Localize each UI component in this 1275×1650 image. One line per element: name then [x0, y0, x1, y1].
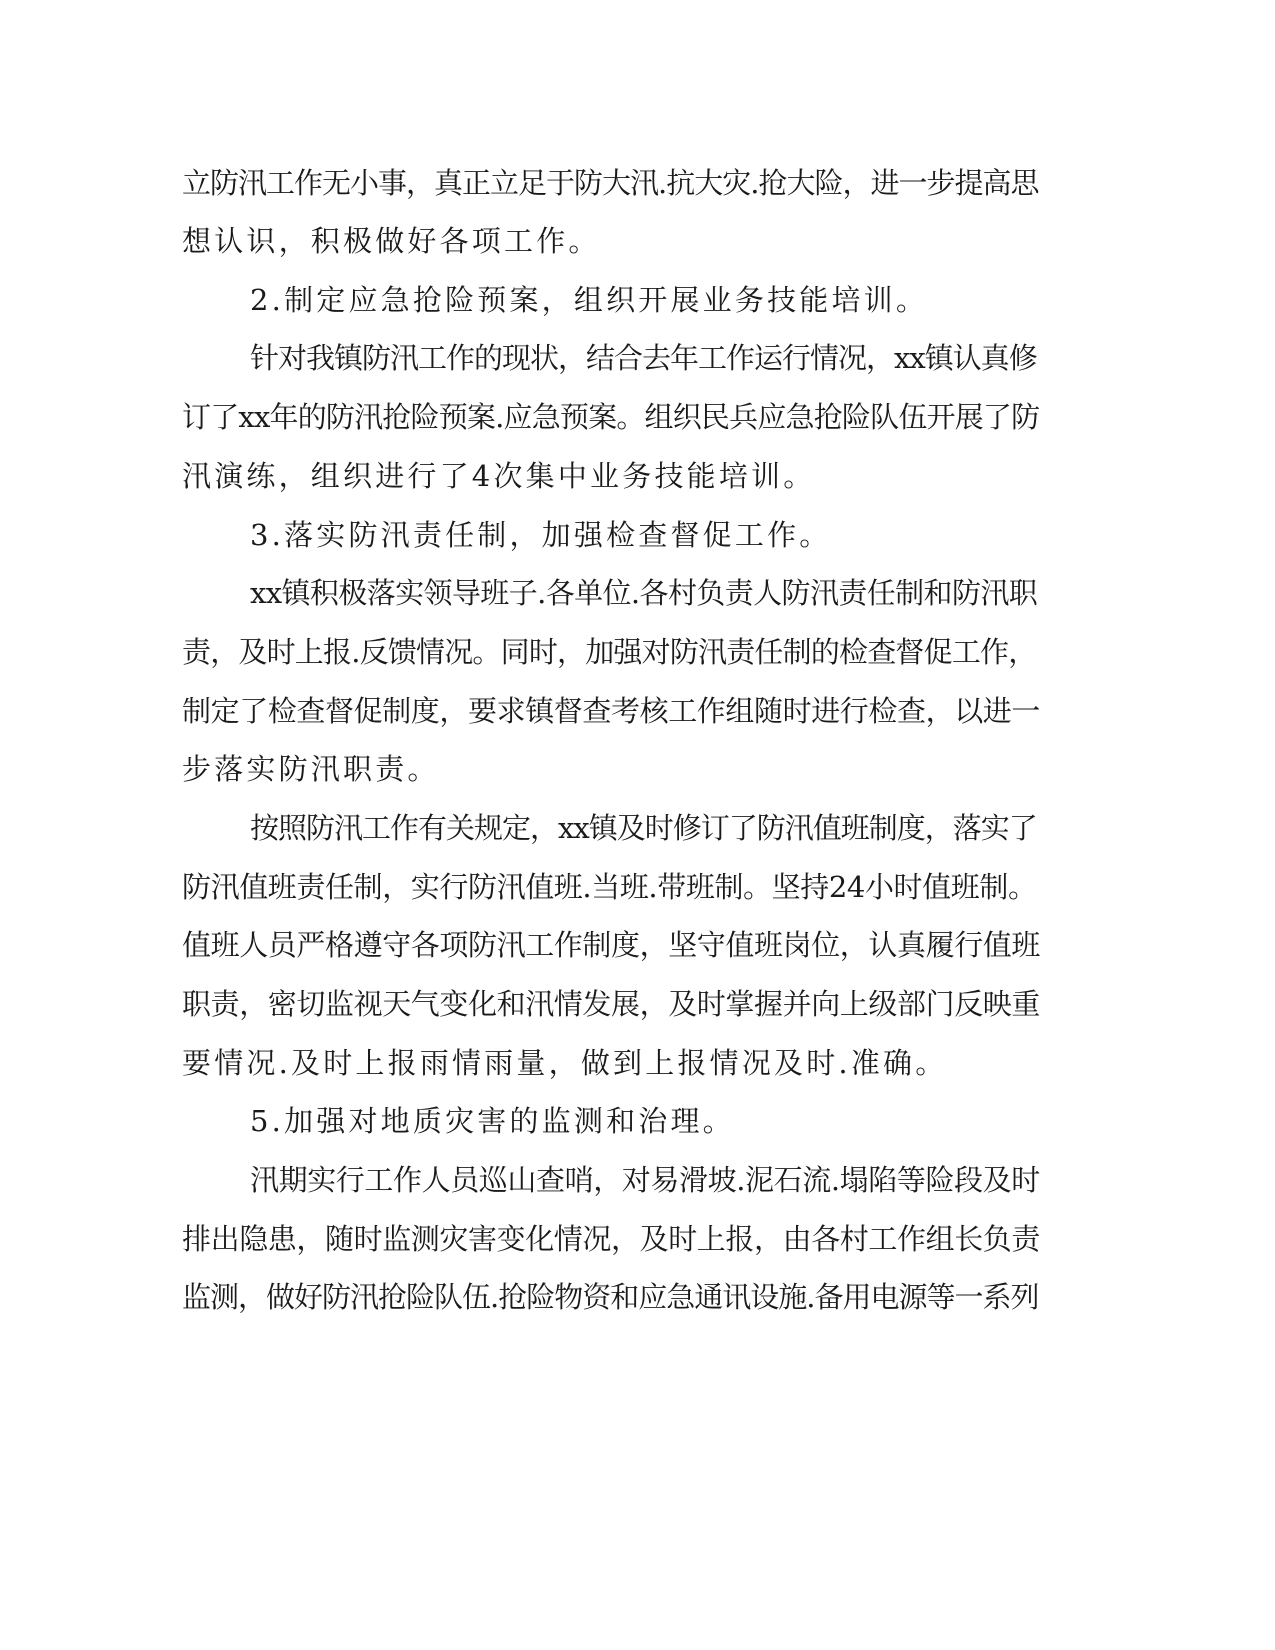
text-line-9: 责，及时上报.反馈情况。同时，加强对防汛责任制的检查督促工作， [182, 635, 1037, 669]
text-line-10: 制定了检查督促制度，要求镇督查考核工作组随时进行检查，以进一 [182, 694, 1041, 728]
text-line-4: 针对我镇防汛工作的现状，结合去年工作运行情况，xx镇认真修 [250, 341, 1037, 375]
text-line-11: 步落实防汛职责。 [182, 752, 440, 786]
text-line-20: 监测，做好防汛抢险队伍.抢险物资和应急通讯设施.备用电源等一系列 [182, 1280, 1039, 1314]
text-line-12: 按照防汛工作有关规定，xx镇及时修订了防汛值班制度，落实了 [250, 811, 1037, 845]
section-heading-5: 5.加强对地质灾害的监测和治理。 [250, 1104, 735, 1138]
section-heading-3: 3.落实防汛责任制，加强检查督促工作。 [250, 518, 832, 552]
text-line-16: 要情况.及时上报雨情雨量，做到上报情况及时.准确。 [182, 1046, 948, 1080]
section-heading-2: 2.制定应急抢险预案，组织开展业务技能培训。 [250, 283, 929, 317]
text-line-6: 汛演练，组织进行了4次集中业务技能培训。 [182, 459, 816, 493]
text-line-13: 防汛值班责任制，实行防汛值班.当班.带班制。坚持24小时值班制。 [182, 870, 1037, 904]
text-line-18: 汛期实行工作人员巡山查哨，对易滑坡.泥石流.塌陷等险段及时 [250, 1163, 1040, 1197]
text-line-19: 排出隐患，随时监测灾害变化情况，及时上报，由各村工作组长负责 [182, 1222, 1041, 1256]
text-line-1: 立防汛工作无小事，真正立足于防大汛.抗大灾.抢大险，进一步提高思 [182, 166, 1039, 200]
text-line-15: 职责，密切监视天气变化和汛情发展，及时掌握并向上级部门反映重 [182, 987, 1041, 1021]
text-line-8: xx镇积极落实领导班子.各单位.各村负责人防汛责任制和防汛职 [250, 576, 1038, 610]
text-line-2: 想认识，积极做好各项工作。 [182, 224, 601, 258]
text-line-14: 值班人员严格遵守各项防汛工作制度，坚守值班岗位，认真履行值班 [182, 928, 1041, 962]
text-line-5: 订了xx年的防汛抢险预案.应急预案。组织民兵应急抢险队伍开展了防 [182, 400, 1040, 434]
